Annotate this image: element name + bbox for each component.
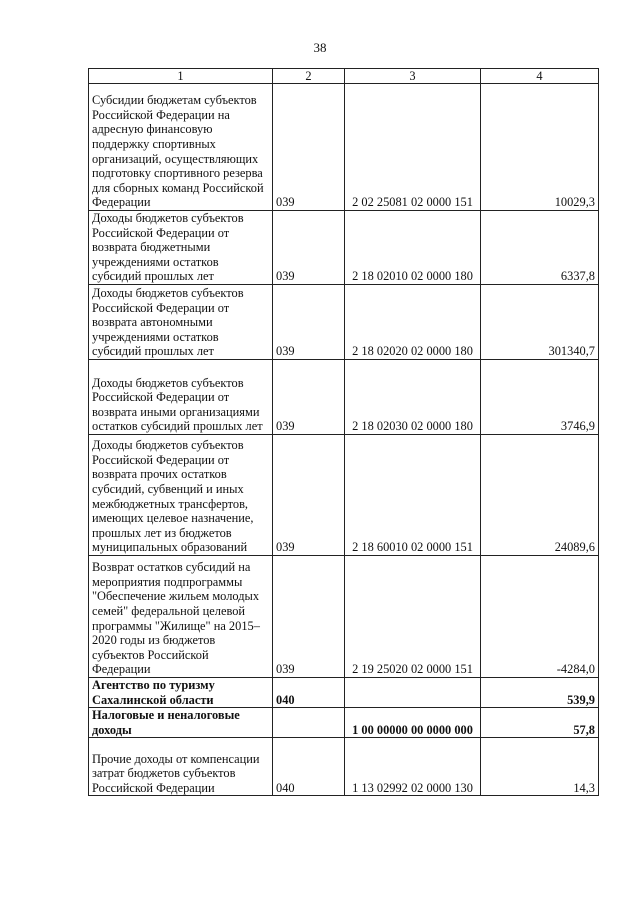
row-amount-cell: 24089,6 [481, 434, 599, 555]
row-code-cell: 039 [273, 555, 345, 677]
row-name-cell: Доходы бюджетов субъектов Российской Федерации от возврата прочих остатков субсидий, субвенций и иных межбюджетных трансфертов, имеющих целевое назначение, прошлых лет из бюджетов муниципальных образований [89, 434, 273, 555]
row-name-cell: Доходы бюджетов субъектов Российской Федерации от возврата бюджетными учреждениями остатков субсидий прошлых лет [89, 211, 273, 285]
row-kbk-cell: 2 18 60010 02 0000 151 [345, 434, 481, 555]
row-code-cell: 039 [273, 434, 345, 555]
row-name-cell: Агентство по туризму Сахалинской области [89, 677, 273, 707]
row-code-cell [273, 708, 345, 738]
column-header-2: 2 [273, 69, 345, 84]
row-name-cell: Прочие доходы от компенсации затрат бюджетов субъектов Российской Федерации [89, 738, 273, 796]
table-row [89, 555, 599, 677]
row-name-cell: Доходы бюджетов субъектов Российской Федерации от возврата автономными учреждениями остатков субсидий прошлых лет [89, 284, 273, 359]
column-header-4: 4 [481, 69, 599, 84]
row-kbk-cell: 2 02 25081 02 0000 151 [345, 84, 481, 211]
revenue-table [88, 68, 599, 796]
row-kbk-cell [345, 677, 481, 707]
row-name-cell: Субсидии бюджетам субъектов Российской Федерации на адресную финансовую поддержку спортивных организаций, осуществляющих подготовку спортивного резерва для сборных команд Российской Федерации [89, 84, 273, 211]
table-row [89, 738, 599, 796]
table-row [89, 708, 599, 738]
table-row [89, 434, 599, 555]
row-amount-cell: 57,8 [481, 708, 599, 738]
row-name-cell: Налоговые и неналоговые доходы [89, 708, 273, 738]
column-header-3: 3 [345, 69, 481, 84]
row-code-cell: 039 [273, 84, 345, 211]
table-row [89, 359, 599, 434]
row-kbk-cell: 2 18 02020 02 0000 180 [345, 284, 481, 359]
row-name-cell: Доходы бюджетов субъектов Российской Федерации от возврата иными организациями остатков субсидий прошлых лет [89, 359, 273, 434]
row-kbk-cell: 2 18 02010 02 0000 180 [345, 211, 481, 285]
row-amount-cell: 10029,3 [481, 84, 599, 211]
row-amount-cell: 539,9 [481, 677, 599, 707]
row-amount-cell: 6337,8 [481, 211, 599, 285]
row-amount-cell: 301340,7 [481, 284, 599, 359]
row-code-cell: 039 [273, 284, 345, 359]
row-kbk-cell: 2 19 25020 02 0000 151 [345, 555, 481, 677]
table-body [89, 84, 599, 796]
row-kbk-cell: 1 00 00000 00 0000 000 [345, 708, 481, 738]
table-row [89, 284, 599, 359]
row-code-cell: 040 [273, 677, 345, 707]
row-name-cell: Возврат остатков субсидий на мероприятия подпрограммы "Обеспечение жильем молодых семей" федеральной целевой программы "Жилище" на 2015–2020 годы из бюджетов субъектов Российской Федерации [89, 555, 273, 677]
row-code-cell: 039 [273, 359, 345, 434]
row-amount-cell: 14,3 [481, 738, 599, 796]
column-header-1: 1 [89, 69, 273, 84]
page-number: 38 [313, 40, 327, 55]
row-amount-cell: 3746,9 [481, 359, 599, 434]
table-row [89, 84, 599, 211]
row-amount-cell: -4284,0 [481, 555, 599, 677]
table-row [89, 677, 599, 707]
row-kbk-cell: 1 13 02992 02 0000 130 [345, 738, 481, 796]
row-kbk-cell: 2 18 02030 02 0000 180 [345, 359, 481, 434]
row-code-cell: 040 [273, 738, 345, 796]
table-row [89, 211, 599, 285]
table-header-row [89, 69, 599, 84]
row-code-cell: 039 [273, 211, 345, 285]
